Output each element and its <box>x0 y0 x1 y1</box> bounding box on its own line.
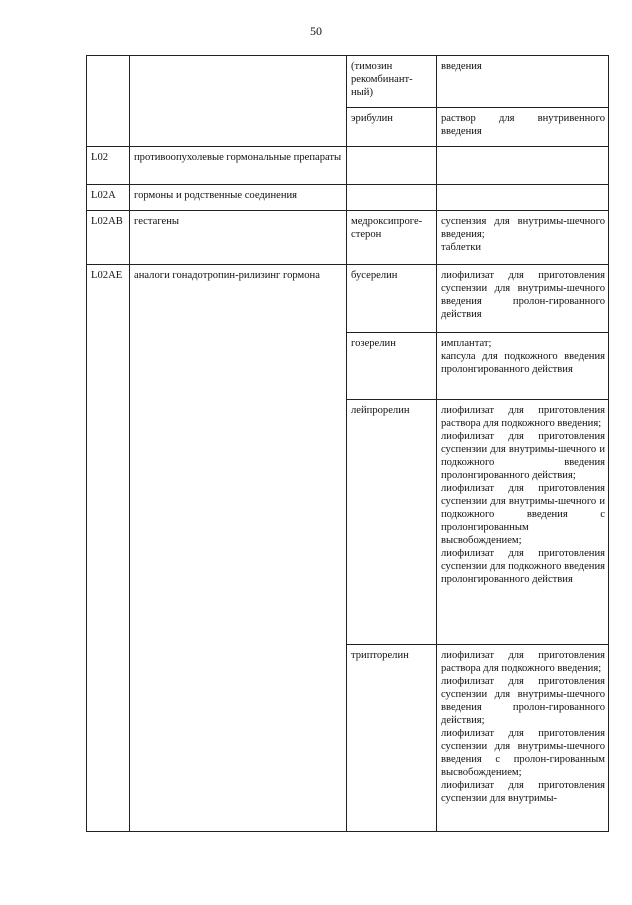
dosage-form-line: введения <box>441 61 482 72</box>
atc-code-cell: L02A <box>87 185 130 211</box>
table-row <box>87 185 609 211</box>
table-row <box>87 147 609 185</box>
group-name-cell: противоопухолевые гормональные препараты <box>130 147 347 185</box>
dosage-form-line: лиофилизат для приготовления суспензии для внутримы-шечного введения пролон-гированного действия; <box>441 676 605 726</box>
dosage-form-line: лиофилизат для приготовления суспензии для внутримы-шечного и подкожного введения с пролонгированным высвобождением; <box>441 483 605 546</box>
dosage-form-line: суспензия для внутримы-шечного введения; <box>441 216 605 240</box>
atc-code-cell: L02AB <box>87 211 130 265</box>
drug-name-cell: медроксипроге-стерон <box>347 211 437 265</box>
drug-name-cell: трипторелин <box>347 645 437 832</box>
dosage-form-cell <box>437 147 609 185</box>
dosage-form-cell <box>437 108 609 147</box>
drug-table <box>86 55 609 832</box>
dosage-form-line: раствор для внутривенного введения <box>441 113 605 137</box>
dosage-form-cell <box>437 333 609 400</box>
table-row <box>87 56 609 108</box>
dosage-form-line: лиофилизат для приготовления раствора для подкожного введения; <box>441 650 605 674</box>
dosage-form-line: лиофилизат для приготовления раствора для подкожного введения; <box>441 405 605 429</box>
dosage-form-line: капсула для подкожного введения пролонгированного действия <box>441 351 605 375</box>
dosage-form-cell <box>437 265 609 333</box>
dosage-form-line: лиофилизат для приготовления суспензии для внутримы- <box>441 780 605 804</box>
dosage-form-cell <box>437 56 609 108</box>
group-name-cell: гормоны и родственные соединения <box>130 185 347 211</box>
dosage-form-cell <box>437 645 609 832</box>
drug-name-cell <box>347 147 437 185</box>
dosage-form-line: лиофилизат для приготовления суспензии для подкожного введения пролонгированного действия <box>441 548 605 585</box>
drug-name-cell: гозерелин <box>347 333 437 400</box>
group-name-cell: гестагены <box>130 211 347 265</box>
atc-code-cell: L02AE <box>87 265 130 832</box>
dosage-form-line: лиофилизат для приготовления суспензии для внутримы-шечного введения пролон-гированного действия <box>441 270 605 320</box>
table-row <box>87 211 609 265</box>
drug-name-cell: эрибулин <box>347 108 437 147</box>
dosage-form-line: имплантат; <box>441 338 492 349</box>
group-name-cell: аналоги гонадотропин-рилизинг гормона <box>130 265 347 832</box>
dosage-form-cell <box>437 185 609 211</box>
atc-code-cell: L02 <box>87 147 130 185</box>
drug-name-cell: (тимозин рекомбинант-ный) <box>347 56 437 108</box>
drug-name-cell <box>347 185 437 211</box>
dosage-form-line: лиофилизат для приготовления суспензии для внутримы-шечного и подкожного введения пролонгированного действия; <box>441 431 605 481</box>
table-row <box>87 265 609 333</box>
dosage-form-cell <box>437 211 609 265</box>
group-name-cell <box>130 56 347 147</box>
atc-code-cell <box>87 56 130 147</box>
drug-name-cell: лейпрорелин <box>347 400 437 645</box>
dosage-form-line: таблетки <box>441 242 482 253</box>
dosage-form-cell <box>437 400 609 645</box>
page-number: 50 <box>310 24 322 38</box>
dosage-form-line: лиофилизат для приготовления суспензии для внутримы-шечного введения с пролон-гированным высвобождением; <box>441 728 605 778</box>
drug-name-cell: бусерелин <box>347 265 437 333</box>
